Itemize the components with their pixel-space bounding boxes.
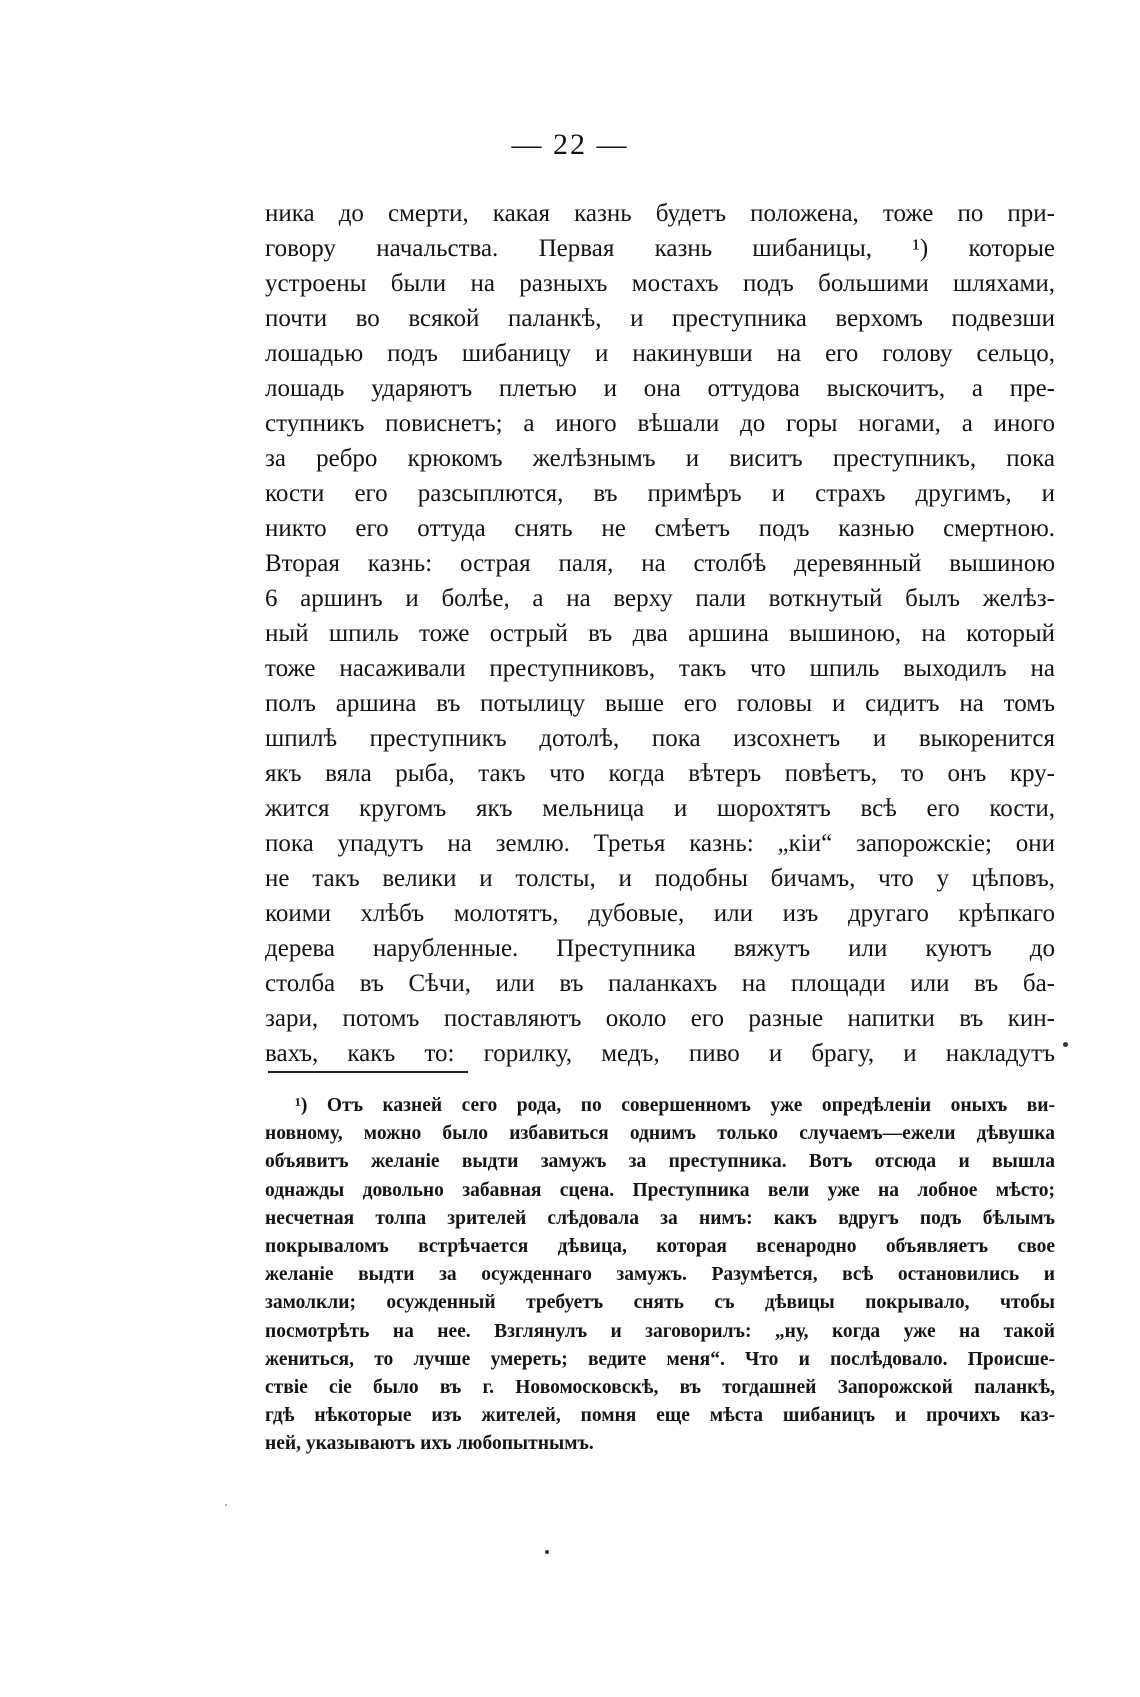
text-line: говору начальства. Первая казнь шибаницы, ¹) которые [265,235,1055,262]
text-line: ный шпиль тоже острый въ два аршина вышиною, на который [265,620,1055,647]
text-line: жится кругомъ якъ мельница и шорохтятъ всѣ его кости, [265,795,1055,822]
text-line: ступникъ повиснетъ; а иного вѣшали до горы ногами, а иного [265,410,1055,437]
footnote-line: покрываломъ встрѣчается дѣвица, которая всенародно объявляетъ свое [265,1235,1055,1257]
text-line: ника до смерти, какая казнь будетъ положена, тоже по при- [265,200,1055,227]
footnote [265,1092,1055,1458]
text-line: тоже насаживали преступниковъ, такъ что шпиль выходилъ на [265,655,1055,682]
print-speck [545,1550,549,1554]
text-line: не такъ велики и толсты, и подобны бичамъ, что у цѣповъ, [265,865,1055,892]
footnote-line: желанiе выдти за осужденнаго замужъ. Разумѣется, всѣ остановились и [265,1264,1055,1286]
footnote-line: гдѣ нѣкоторые изъ жителей, помня еще мѣста шибаницъ и прочихъ каз- [265,1405,1055,1427]
text-line: полъ аршина въ потылицу выше его головы и сидитъ на томъ [265,690,1055,717]
footnote-line: ¹) Отъ казней сего рода, по совершенномъ уже опредѣленiи оныхъ ви- [295,1095,1055,1116]
text-line: лошадью подъ шибаницу и накинувши на его голову сельцо, [265,340,1055,367]
footnote-line: ствiе сiе было въ г. Новомосковскѣ, въ тогдашней Запорожской паланкѣ, [265,1376,1055,1398]
footnote-line: замолкли; осужденный требуетъ снять съ дѣвицы покрывало, чтобы [265,1292,1055,1314]
text-line: столба въ Сѣчи, или въ паланкахъ на площади или въ ба- [265,970,1055,997]
footnote-line: ней, указываютъ ихъ любопытнымъ. [265,1433,594,1455]
footnote-line: посмотрѣть на нее. Взглянулъ и заговорилъ: „ну, когда уже на такой [265,1320,1055,1342]
print-speck [1063,1042,1068,1047]
text-line: дерева нарубленные. Преступника вяжутъ или куютъ до [265,935,1055,962]
text-line: вахъ, какъ то: горилку, медъ, пиво и брагу, и накладутъ [265,1040,1055,1067]
text-line: зари, потомъ поставляютъ около его разные напитки въ кин- [265,1005,1055,1032]
text-line: кости его разсыплются, въ примѣръ и страхъ другимъ, и [265,480,1055,507]
text-line: за ребро крюкомъ желѣзнымъ и виситъ преступникъ, пока [265,445,1055,472]
footnote-divider [268,1071,468,1073]
text-line: якъ вяла рыба, такъ что когда вѣтеръ повѣетъ, то онъ кру- [265,760,1055,787]
footnote-line: несчетная толпа зрителей слѣдовала за нимъ: какъ вдругъ подъ бѣлымъ [265,1207,1055,1229]
page-number: — 22 — [511,128,629,161]
text-line: 6 аршинъ и болѣе, а на верху пали воткнутый былъ желѣз- [265,585,1055,612]
text-line: пока упадутъ на землю. Третья казнь: „кiи“ запорожскiе; они [265,830,1055,857]
text-line: почти во всякой паланкѣ, и преступника верхомъ подвезши [265,305,1055,332]
footnote-line: однажды довольно забавная сцена. Преступника вели уже на лобное мѣсто; [265,1179,1055,1201]
text-line: шпилѣ преступникъ дотолѣ, пока изсохнетъ и выкоренится [265,725,1055,752]
print-speck [225,1504,227,1506]
text-line: никто его оттуда снять не смѣетъ подъ казнью смертною. [265,515,1055,542]
text-line: устроены были на разныхъ мостахъ подъ большими шляхами, [265,270,1055,297]
text-line: Вторая казнь: острая паля, на столбѣ деревянный вышиною [265,550,1055,577]
footnote-line: объявитъ желанiе выдти замужъ за преступника. Вотъ отсюда и вышла [265,1151,1055,1173]
text-line: коими хлѣбъ молотятъ, дубовые, или изъ другаго крѣпкаго [265,900,1055,927]
main-text [265,196,1055,1071]
text-line: лошадь ударяютъ плетью и она оттудова выскочитъ, а пре- [265,375,1055,402]
footnote-line: новному, можно было избавиться однимъ только случаемъ—ежели дѣвушка [265,1123,1055,1145]
footnote-line: жениться, то лучше умереть; ведите меня“. Что и послѣдовало. Происше- [265,1348,1055,1370]
